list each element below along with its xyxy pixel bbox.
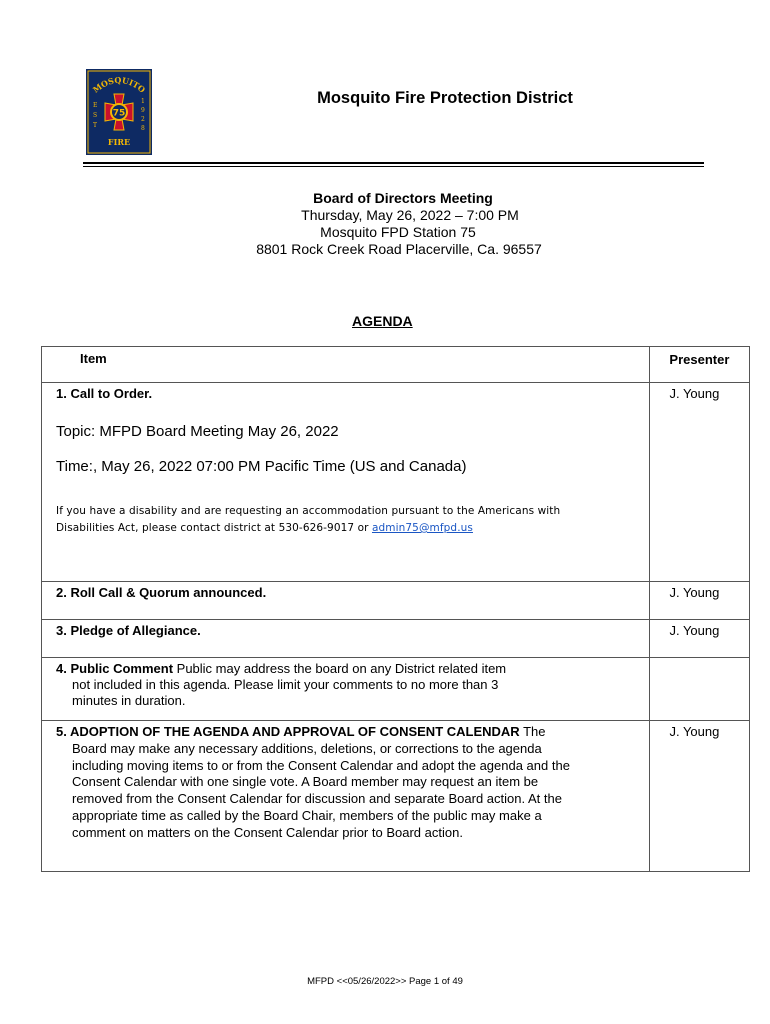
column-header-item: Item — [42, 347, 650, 383]
agenda-row-1 — [42, 383, 750, 582]
agenda-item-text: including moving items to or from the Consent Calendar and adopt the agenda and the — [72, 757, 570, 773]
presenter-cell — [649, 658, 749, 721]
agenda-item-text: removed from the Consent Calendar for discussion and separate Board action. At the — [72, 791, 562, 807]
meeting-topic: Topic: MFPD Board Meeting May 26, 2022 — [56, 423, 339, 440]
meeting-info — [0, 190, 770, 258]
agenda-item-heading: 4. Public Comment — [56, 661, 174, 676]
agenda-item-heading: 5. ADOPTION OF THE AGENDA AND APPROVAL OF CONSENT CALENDAR — [56, 724, 520, 739]
agenda-item-text: The — [519, 724, 546, 739]
agenda-title: AGENDA — [352, 313, 413, 329]
agenda-item-text: Consent Calendar with one single vote. A Board member may request an item be — [72, 774, 539, 790]
agenda-item-cell — [42, 658, 650, 721]
agenda-row-2 — [42, 582, 750, 620]
table-header-row — [42, 347, 750, 383]
agenda-item-cell — [42, 383, 650, 582]
notice-line-2: Disabilities Act, please contact district at 530-626-9017 or — [56, 522, 372, 534]
svg-text:1: 1 — [141, 98, 145, 105]
agenda-item-text: minutes in duration. — [72, 693, 186, 708]
district-logo — [86, 69, 152, 155]
column-header-presenter: Presenter — [649, 347, 749, 383]
presenter-cell: J. Young — [649, 620, 749, 658]
agenda-item-cell — [42, 582, 650, 620]
agenda-item-cell — [42, 620, 650, 658]
svg-text:2: 2 — [141, 116, 145, 123]
svg-text:T: T — [93, 122, 98, 129]
page-footer: MFPD <<05/26/2022>> Page 1 of 49 — [307, 976, 463, 987]
svg-text:FIRE: FIRE — [107, 137, 131, 147]
meeting-datetime: Thursday, May 26, 2022 – 7:00 PM — [301, 207, 519, 223]
org-title: Mosquito Fire Protection District — [317, 89, 573, 107]
meeting-location: Mosquito FPD Station 75 — [320, 224, 476, 240]
agenda-item-heading: 2. Roll Call & Quorum announced. — [56, 585, 267, 600]
header-rule-thick — [83, 162, 704, 164]
notice-line-1: If you have a disability and are requesting an accommodation pursuant to the Americans with — [56, 505, 561, 517]
presenter-cell: J. Young — [649, 582, 749, 620]
agenda-row-5 — [42, 721, 750, 872]
presenter-cell: J. Young — [649, 721, 749, 872]
agenda-item-heading: 1. Call to Order. — [56, 386, 153, 401]
agenda-item-cell — [42, 721, 650, 872]
agenda-item-text: Board may make any necessary additions, deletions, or corrections to the agenda — [72, 740, 542, 756]
presenter-cell: J. Young — [649, 383, 749, 582]
contact-email-link[interactable]: admin75@mfpd.us — [371, 522, 473, 534]
agenda-item-text: comment on matters on the Consent Calendar prior to Board action. — [72, 824, 463, 840]
meeting-time: Time:, May 26, 2022 07:00 PM Pacific Time (US and Canada) — [56, 458, 467, 475]
svg-text:MOSQUITO: MOSQUITO — [90, 74, 148, 95]
agenda-item-text: Public may address the board on any District related item — [173, 661, 507, 676]
header-rule-thin — [83, 166, 704, 167]
accessibility-notice — [56, 503, 635, 537]
agenda-item-text: not included in this agenda. Please limit your comments to no more than 3 — [72, 677, 499, 692]
svg-text:9: 9 — [141, 107, 145, 114]
agenda-table — [41, 346, 750, 872]
svg-text:E: E — [93, 102, 98, 109]
agenda-item-text: appropriate time as called by the Board Chair, members of the public may make a — [72, 807, 542, 823]
meeting-title: Board of Directors Meeting — [313, 190, 493, 206]
agenda-item-heading: 3. Pledge of Allegiance. — [56, 623, 201, 638]
svg-text:8: 8 — [141, 125, 145, 132]
agenda-row-3 — [42, 620, 750, 658]
meeting-address: 8801 Rock Creek Road Placerville, Ca. 96557 — [256, 241, 542, 257]
svg-text:S: S — [93, 112, 98, 119]
svg-text:75: 75 — [112, 108, 126, 119]
agenda-row-4 — [42, 658, 750, 721]
